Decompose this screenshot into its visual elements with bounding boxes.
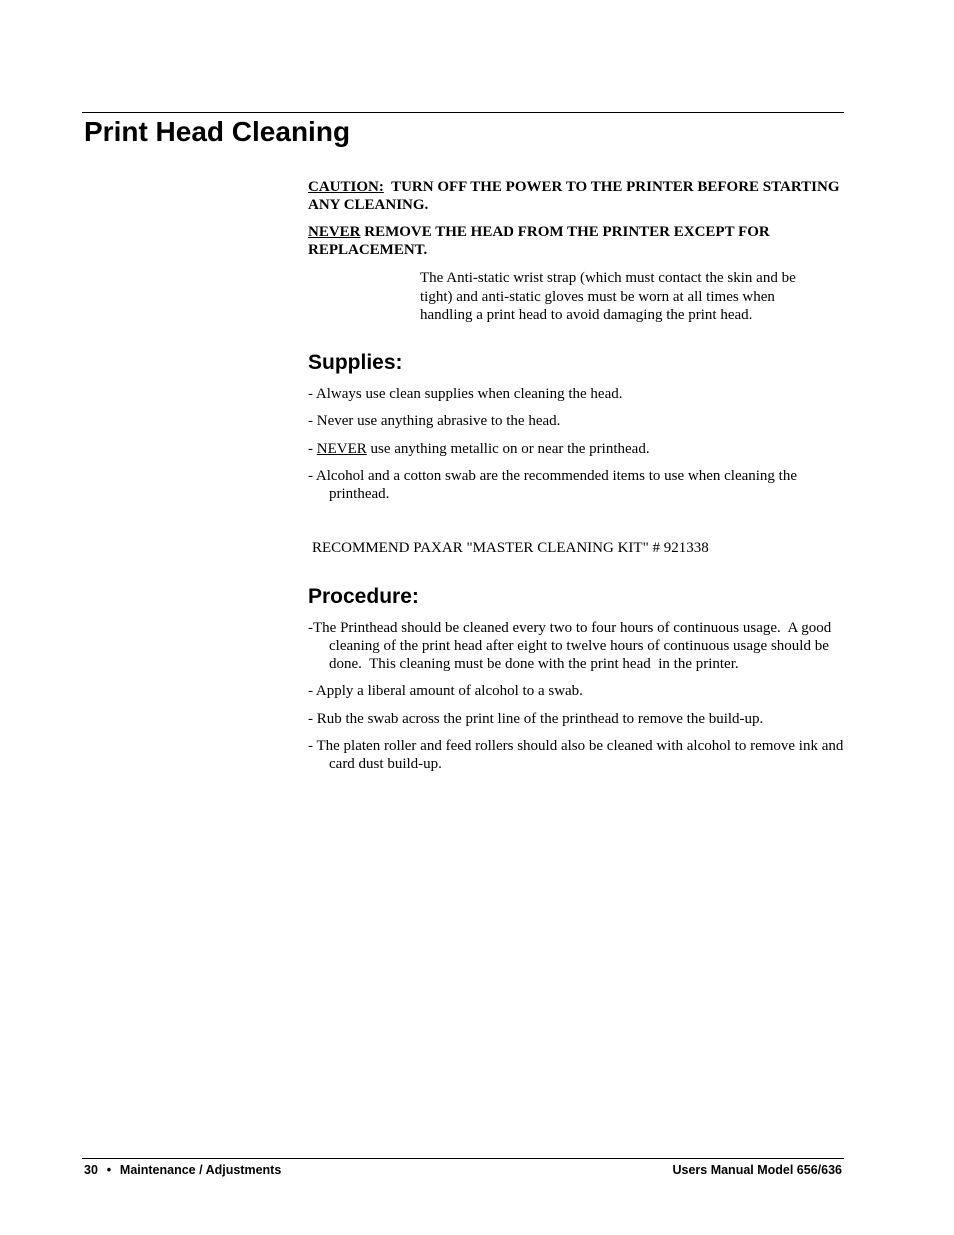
caution-label: CAUTION: bbox=[308, 179, 384, 195]
supplies-heading: Supplies: bbox=[308, 351, 403, 374]
caution-block bbox=[308, 178, 848, 268]
list-item bbox=[308, 440, 848, 458]
procedure-list bbox=[308, 619, 848, 782]
metal-never: NEVER bbox=[316, 440, 367, 457]
metal-prefix: - bbox=[308, 440, 317, 457]
caution-never bbox=[308, 223, 848, 259]
page-number: 30 bbox=[84, 1163, 98, 1177]
procedure-heading: Procedure: bbox=[308, 585, 419, 608]
footer-manual-title: Users Manual Model 656/636 bbox=[672, 1163, 842, 1177]
never-text: REMOVE THE HEAD FROM THE PRINTER EXCEPT FOR REPLACEMENT. bbox=[308, 224, 770, 258]
metal-rest: use anything metallic on or near the printhead. bbox=[366, 440, 650, 457]
footer-rule bbox=[82, 1158, 844, 1159]
list-item: - Rub the swab across the print line of the printhead to remove the build-up. bbox=[308, 710, 764, 727]
list-item: - Never use anything abrasive to the head. bbox=[308, 413, 561, 430]
supplies-list bbox=[308, 385, 848, 512]
caution-power bbox=[308, 178, 848, 214]
footer-bullet: • bbox=[106, 1163, 112, 1177]
antistatic-note: The Anti-static wrist strap (which must contact the skin and be tight) and anti-static gloves must be worn at all times when handling a print head to avoid damaging the print head. bbox=[420, 270, 796, 323]
page-title: Print Head Cleaning bbox=[84, 116, 351, 147]
cleaning-kit-line: RECOMMEND PAXAR "MASTER CLEANING KIT" # 921338 bbox=[312, 540, 709, 556]
footer-section: Maintenance / Adjustments bbox=[119, 1163, 282, 1177]
never-label: NEVER bbox=[308, 224, 361, 240]
footer-left bbox=[84, 1162, 281, 1178]
list-item: -The Printhead should be cleaned every two to four hours of continuous usage. A good cleaning of the print head after eight to twelve hours of continuous usage should be done. This cleaning must be done with the print head in the printer. bbox=[308, 620, 835, 672]
list-item: - Apply a liberal amount of alcohol to a swab. bbox=[308, 683, 583, 700]
list-item: - Always use clean supplies when cleaning the head. bbox=[308, 386, 623, 402]
list-item: - The platen roller and feed rollers should also be cleaned with alcohol to remove ink and card dust build-up. bbox=[308, 737, 844, 772]
caution-text: TURN OFF THE POWER TO THE PRINTER BEFORE STARTING ANY CLEANING. bbox=[308, 179, 843, 213]
list-item: - Alcohol and a cotton swab are the recommended items to use when cleaning the printhead. bbox=[308, 467, 798, 502]
